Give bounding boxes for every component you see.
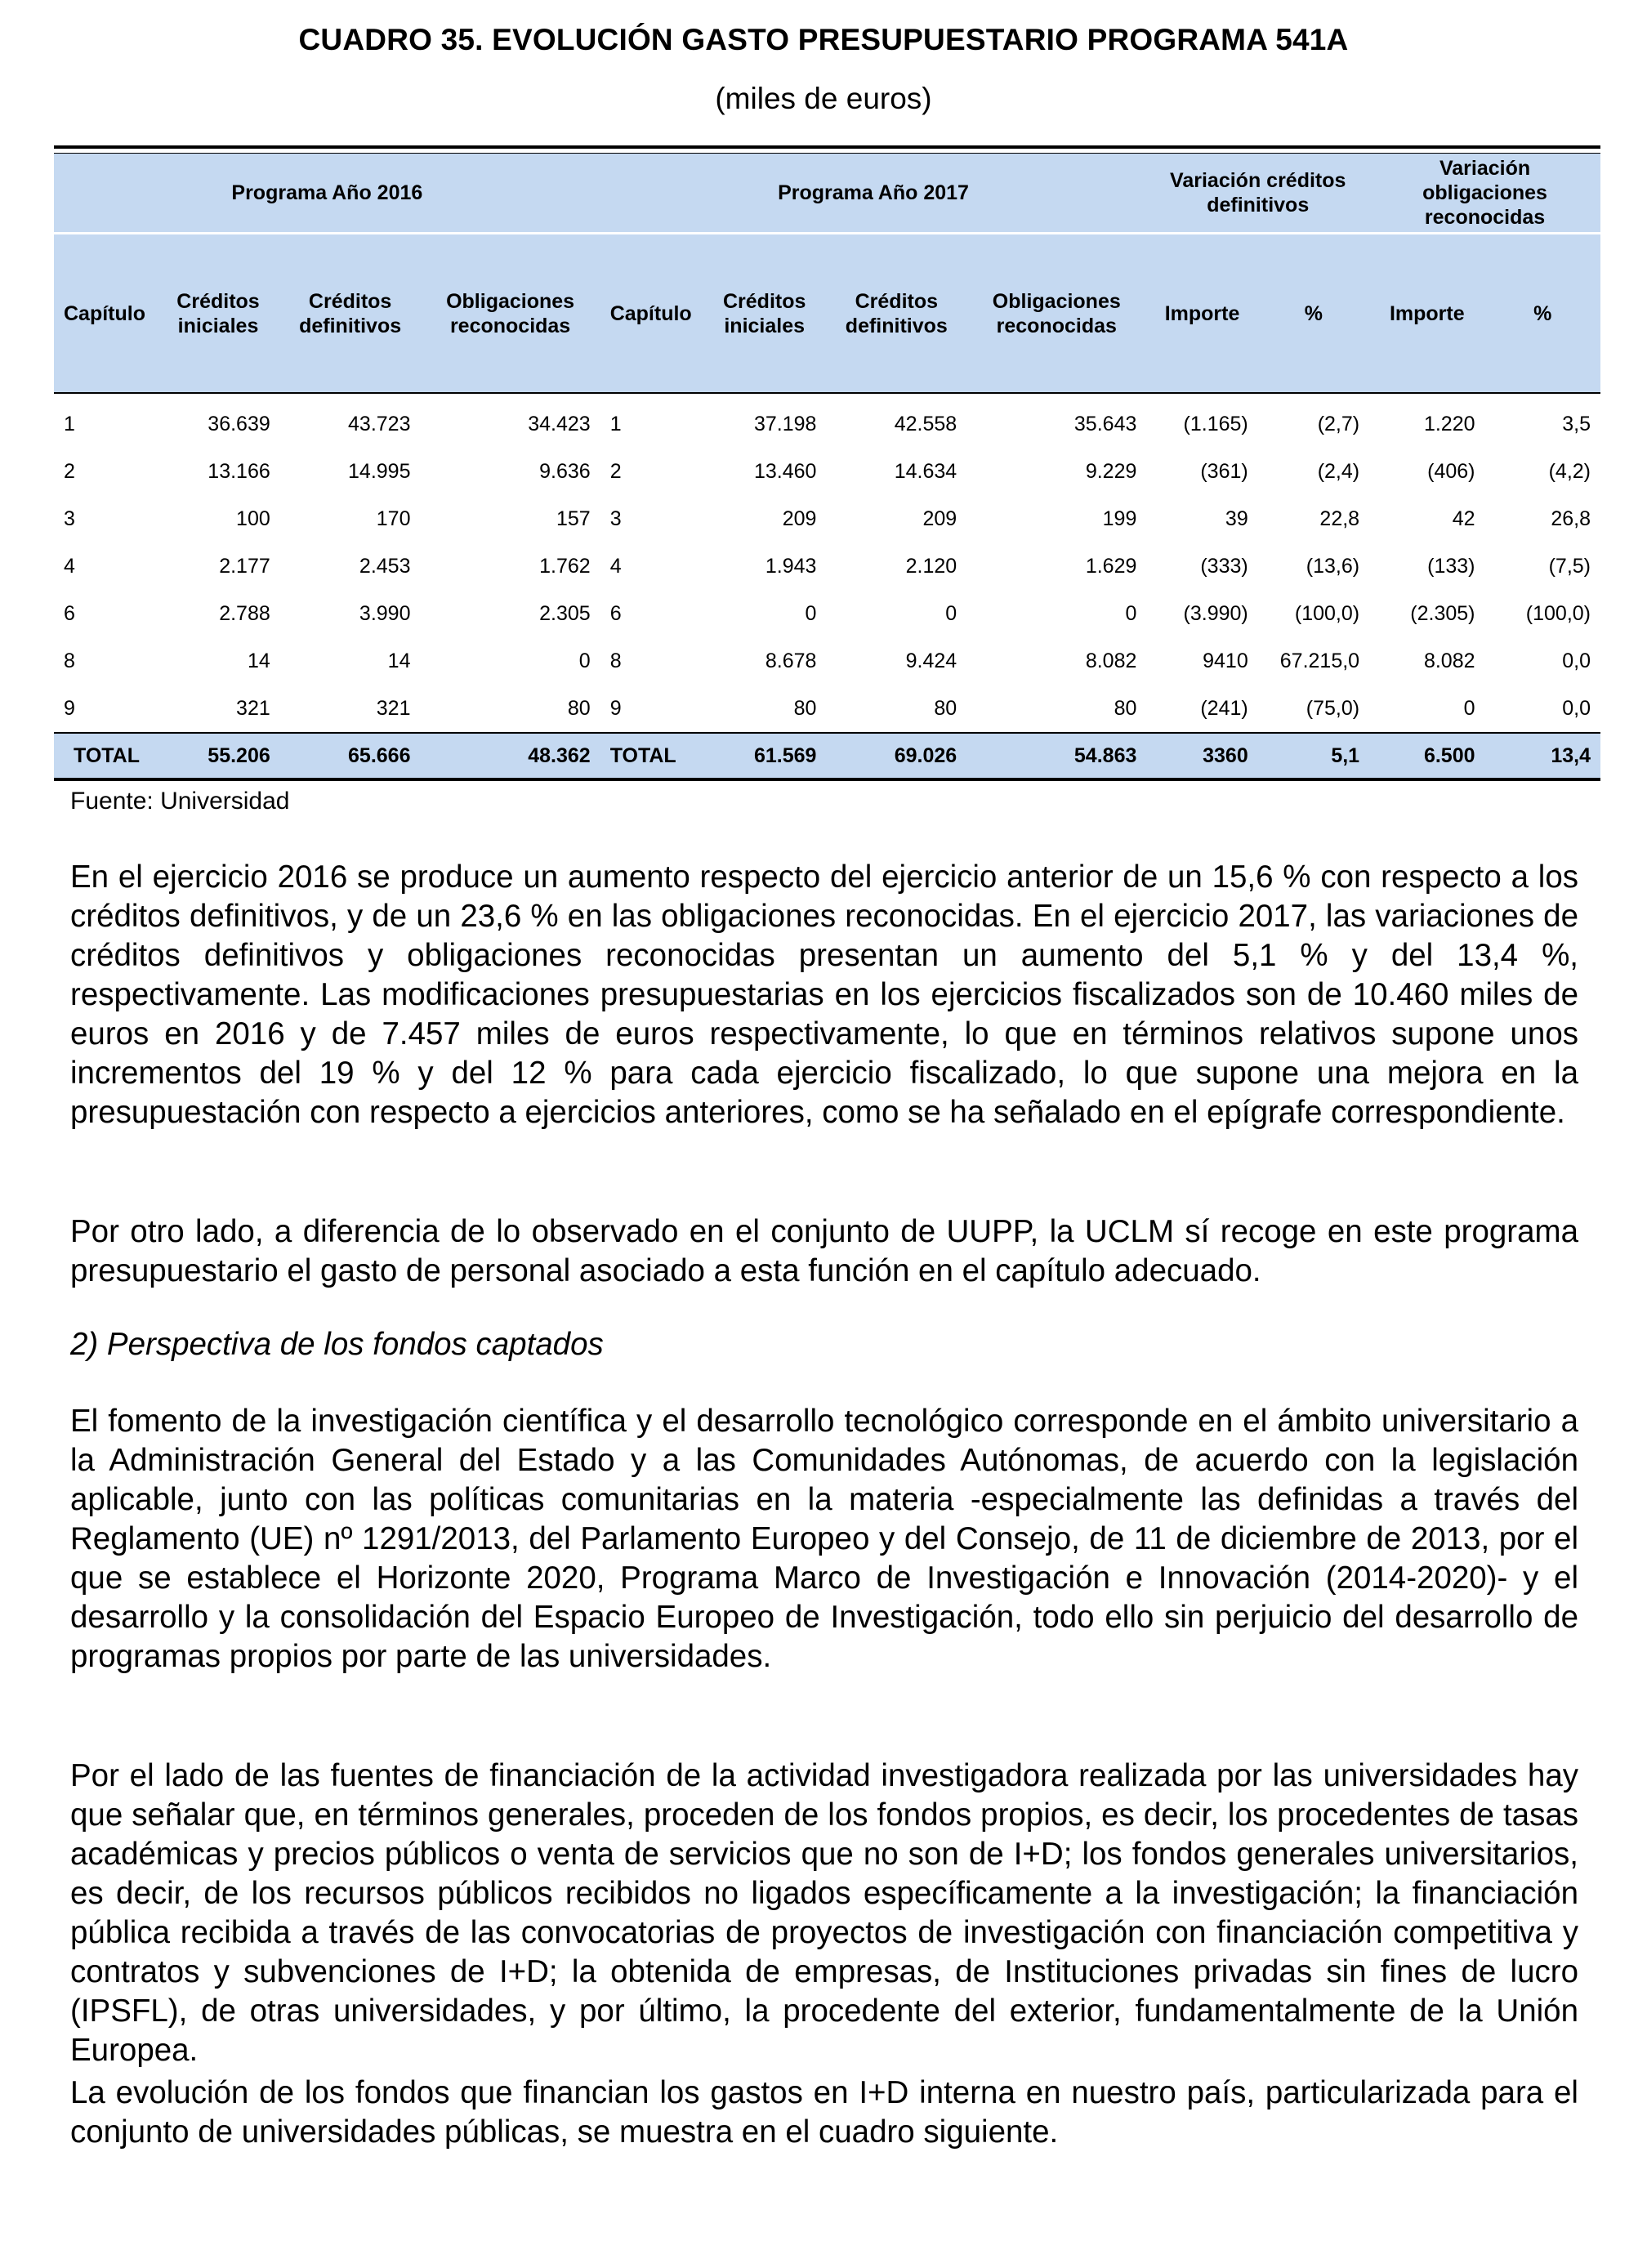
table-cell: 2.788 [219,601,270,625]
table-cell: 80 [934,696,957,720]
table-cell: (241) [1200,696,1248,720]
table-cell: 9.229 [1085,459,1137,483]
table-cell: 4 [64,554,75,578]
table-cell: 9 [609,696,622,720]
col-var-creditos-pct: % [1258,234,1369,394]
table-cell: 170 [376,507,411,530]
table-cell: (361) [1200,459,1248,483]
col-obligaciones-2016: Obligaciones reconocidas [420,234,600,394]
table-cell: 3.990 [359,601,411,625]
col-var-oblig-pct: % [1485,234,1601,394]
table-cell: 42.558 [894,412,957,435]
paragraph: El fomento de la investigación científica y el desarrollo tecnológico corresponde en el ámbito universitario a la Administración General del Estado y a las Comunidades Autónomas, de acuerdo con la legislación aplicable, junto con las políticas comunitarias en la materia -especialmente las definidas a través del Reglamento (UE) nº 1291/2013, del Parlamento Europeo y del Consejo, de 11 de diciembre de 2013, por el que se establece el Horizonte 2020, Programa Marco de Investigación e Innovación (2014-2020)- y el desarrollo y la consolidación del Espacio Europeo de Investigación, todo ello sin perjuicio del desarrollo de programas propios por parte de las universidades. [70,1404,1578,1674]
table-cell: 0,0 [1562,649,1591,672]
table-cell: 1.220 [1423,412,1475,435]
table-cell: 13.460 [753,459,817,483]
total-cell: 55.206 [156,733,280,779]
table-cell: 14.995 [348,459,411,483]
table-cell: 321 [236,696,270,720]
table-cell: (2.305) [1410,601,1475,625]
col-creditos-iniciales-2017: Créditos iniciales [703,234,827,394]
total-cell: 6.500 [1369,733,1484,779]
total-cell: 3360 [1146,733,1257,779]
table-cell: (2,4) [1317,459,1360,483]
table-cell: 80 [1114,696,1137,720]
table-cell: 321 [376,696,411,720]
col-creditos-definitivos-2017: Créditos definitivos [826,234,966,394]
paragraph: Por otro lado, a diferencia de lo observado en el conjunto de UUPP, la UCLM sí recoge en este programa presupuestario el gasto de personal asociado a esta función en el capítulo adecuado. [70,1214,1578,1288]
section-heading: 2) Perspectiva de los fondos captados [70,1327,604,1362]
col-obligaciones-2017: Obligaciones reconocidas [966,234,1146,394]
table-cell: 2.453 [359,554,411,578]
table-cell: 6 [609,601,622,625]
table-cell: 8 [64,649,75,672]
table-cell: 0 [578,649,591,672]
table-cell: 2.177 [219,554,270,578]
table-row [54,542,1600,590]
total-cell: 5,1 [1258,733,1369,779]
table-cell: 80 [793,696,817,720]
table-cell: (100,0) [1294,601,1360,625]
table-cell: 2.120 [905,554,957,578]
table-cell: 9.636 [539,459,591,483]
table-row [54,590,1600,637]
table-cell: 209 [782,507,817,530]
col-creditos-iniciales-2016: Créditos iniciales [156,234,280,394]
table-cell: 157 [556,507,591,530]
total-cell: 54.863 [966,733,1146,779]
table-cell: 0 [1125,601,1137,625]
table-cell: 22,8 [1319,507,1360,530]
table-subtitle: (miles de euros) [715,82,932,115]
table-cell: 80 [567,696,591,720]
table-cell: (13,6) [1306,554,1360,578]
table-cell: 3 [609,507,622,530]
paragraph: Por el lado de las fuentes de financiación de la actividad investigadora realizada por las universidades hay que señalar que, en términos generales, proceden de los fondos propios, es decir, los procedentes de tasas académicas y precios públicos o venta de servicios que no son de I+D; los fondos generales universitarios, es decir, de los recursos públicos recibidos no ligados específicamente a la investigación; la financiación pública recibida a través de las convocatorias de proyectos de investigación con financiación competitiva y contratos y subvenciones de I+D; la obtenida de empresas, de Instituciones privadas sin fines de lucro (IPSFL), de otras universidades, y por último, la procedente del exterior, fundamentalmente de la Unión Europea. [70,1758,1578,2068]
budget-table [54,145,1600,781]
col-capitulo-2016: Capítulo [54,234,156,394]
paragraph: En el ejercicio 2016 se produce un aumento respecto del ejercicio anterior de un 15,6 % con respecto a los créditos definitivos, y de un 23,6 % en las obligaciones reconocidas. En el ejercicio 2017, las variaciones de créditos definitivos y obligaciones reconocidas presentan un aumento del 5,1 % y del 13,4 %, respectivamente. Las modificaciones presupuestarias en los ejercicios fiscalizados son de 10.460 miles de euros en 2016 y de 7.457 miles de euros respectivamente, lo que en términos relativos supone unos incrementos del 19 % y del 12 % para cada ejercicio fiscalizado, lo que supone una mejora en la presupuestación con respecto a ejercicios anteriores, como se ha señalado en el epígrafe correspondiente. [70,859,1578,1130]
table-cell: 100 [236,507,270,530]
table-cell: 9.424 [905,649,957,672]
table-cell: 2 [64,459,75,483]
table-cell: 3,5 [1562,412,1591,435]
table-row [54,685,1600,733]
table-cell: 8 [609,649,622,672]
table-cell: (133) [1427,554,1475,578]
group-header-var-obligaciones: Variación obligaciones reconocidas [1369,154,1600,234]
table-row [54,637,1600,685]
table-cell: 2 [609,459,622,483]
table-cell: (1.165) [1183,412,1248,435]
table-row [54,495,1600,542]
total-cell: 65.666 [280,733,421,779]
col-creditos-definitivos-2016: Créditos definitivos [280,234,421,394]
table-cell: (7,5) [1548,554,1591,578]
table-cell: 4 [609,554,622,578]
total-cell: 13,4 [1485,733,1601,779]
table-cell: 2.305 [539,601,591,625]
table-body [54,393,1600,733]
page-title: CUADRO 35. EVOLUCIÓN GASTO PRESUPUESTARIO PROGRAMA 541A [298,23,1349,56]
table-cell: 0 [945,601,957,625]
table-cell: 13.166 [208,459,270,483]
table-source: Fuente: Universidad [70,788,290,815]
paragraph: La evolución de los fondos que financian los gastos en I+D interna en nuestro país, particularizada para el conjunto de universidades públicas, se muestra en el cuadro siguiente. [70,2075,1578,2150]
table-cell: 8.082 [1423,649,1475,672]
table-cell: 209 [922,507,957,530]
table-cell: 43.723 [348,412,411,435]
total-cell: 61.569 [703,733,827,779]
table-cell: 67.215,0 [1279,649,1360,672]
table-cell: (406) [1427,459,1475,483]
table-cell: 34.423 [528,412,591,435]
table-cell: 0,0 [1562,696,1591,720]
table-cell: 1 [64,412,75,435]
table-cell: (75,0) [1306,696,1360,720]
col-capitulo-2017: Capítulo [600,234,703,394]
table-cell: 26,8 [1551,507,1591,530]
table-cell: (4,2) [1548,459,1591,483]
table-cell: 8.082 [1085,649,1137,672]
total-label-2017: TOTAL [600,733,703,779]
table-cell: 42 [1452,507,1475,530]
table-cell: 14 [387,649,411,672]
table-cell: 199 [1102,507,1137,530]
total-cell: 48.362 [420,733,600,779]
table-cell: 3 [64,507,75,530]
table-cell: 1.762 [539,554,591,578]
total-label-2016: TOTAL [54,733,156,779]
table-cell: 39 [1225,507,1248,530]
table-cell: 14 [247,649,270,672]
table-cell: 35.643 [1073,412,1137,435]
table-cell: (333) [1200,554,1248,578]
table-row [54,393,1600,448]
total-cell: 69.026 [826,733,966,779]
table-cell: 6 [64,601,75,625]
table-cell: 1.629 [1085,554,1137,578]
table-cell: 1 [609,412,622,435]
group-header-2016: Programa Año 2016 [54,154,600,234]
table-cell: (3.990) [1183,601,1248,625]
table-cell: 0 [1463,696,1475,720]
table-cell: 37.198 [753,412,817,435]
table-cell: (100,0) [1525,601,1591,625]
table-total-row [54,733,1600,779]
table-cell: 9 [64,696,75,720]
col-var-creditos-importe: Importe [1146,234,1257,394]
table-cell: 1.943 [765,554,817,578]
table-cell: 8.678 [765,649,817,672]
table-row [54,448,1600,495]
table-cell: (2,7) [1317,412,1360,435]
col-var-oblig-importe: Importe [1369,234,1484,394]
table-cell: 36.639 [208,412,270,435]
group-header-2017: Programa Año 2017 [600,154,1147,234]
table-cell: 14.634 [894,459,957,483]
table-cell: 0 [805,601,817,625]
group-header-var-creditos: Variación créditos definitivos [1146,154,1369,234]
table-cell: 9410 [1203,649,1248,672]
